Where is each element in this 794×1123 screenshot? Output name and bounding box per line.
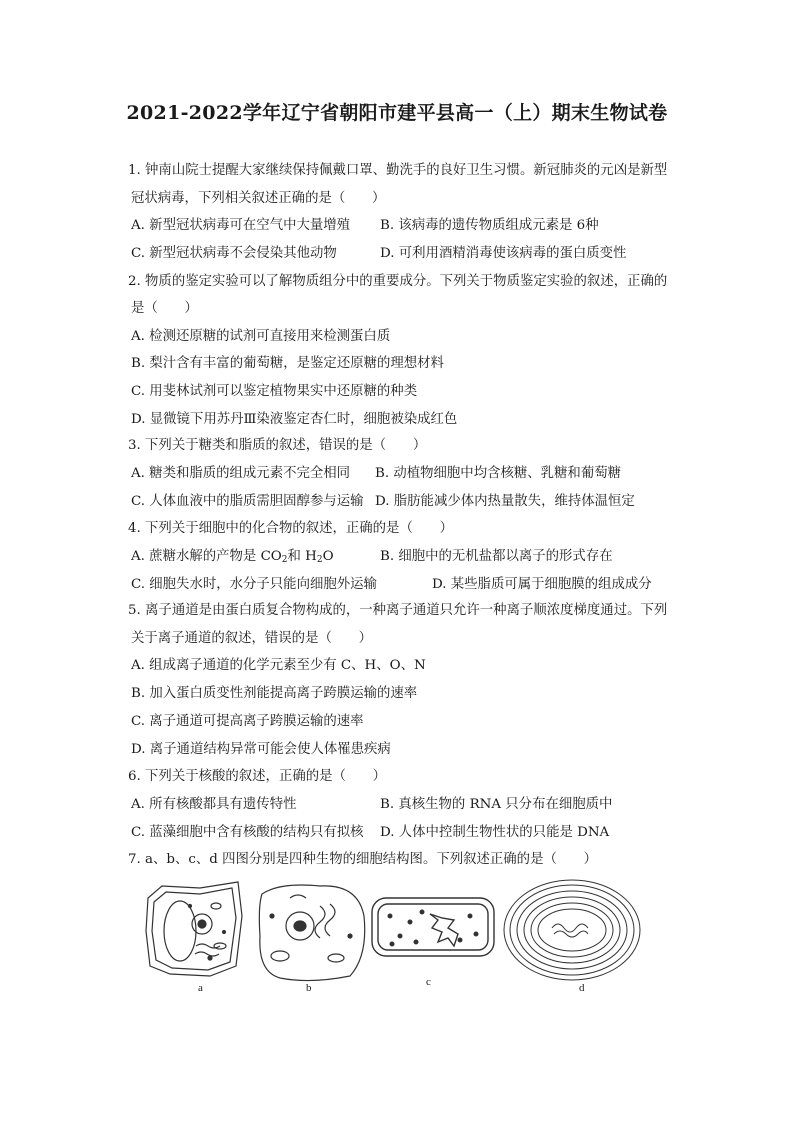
q5-option-c: C. 离子通道可提高离子跨膜运输的速率 — [131, 714, 364, 729]
question-1-stem: 1. 钟南山院士提醒大家继续保持佩戴口罩、勤洗手的良好卫生习惯。新冠肺炎的元凶是新型 — [128, 163, 668, 178]
q1-option-a: A. 新型冠状病毒可在空气中大量增殖 — [131, 218, 351, 233]
cell-a-plant — [146, 882, 242, 976]
q4-option-c: C. 细胞失水时，水分子只能向细胞外运输 — [131, 577, 377, 592]
cell-figures — [140, 876, 660, 996]
q4-option-a: A. 蔗糖水解的产物是 $CO_2$和 $H_2O$ — [131, 549, 334, 565]
figure-label-d: d — [579, 982, 585, 994]
page-title: 2021-2022学年辽宁省朝阳市建平县高一（上）期末生物试卷 — [126, 102, 668, 124]
q3-option-d: D. 脂肪能减少体内热量散失，维持体温恒定 — [375, 494, 635, 509]
q2-option-a: A. 检测还原糖的试剂可直接用来检测蛋白质 — [131, 329, 391, 344]
q4-option-b: B. 细胞中的无机盐都以离子的形式存在 — [380, 549, 613, 564]
q2-option-d: D. 显微镜下用苏丹Ⅲ染液鉴定杏仁时，细胞被染成红色 — [131, 412, 458, 427]
q3-option-b: B. 动植物细胞中均含核糖、乳糖和葡萄糖 — [375, 466, 621, 481]
q2-option-c: C. 用斐林试剂可以鉴定植物果实中还原糖的种类 — [131, 384, 418, 399]
q1-option-d: D. 可利用酒精消毒使该病毒的蛋白质变性 — [380, 246, 627, 261]
question-1-stem-cont: 冠状病毒，下列相关叙述正确的是（ ） — [131, 191, 386, 206]
figure-label-a: a — [198, 982, 203, 994]
question-3-stem: 3. 下列关于糖类和脂质的叙述，错误的是（ ） — [128, 438, 427, 453]
question-7-stem: 7. a、b、c、d 四图分别是四种生物的细胞结构图。下列叙述正确的是（ ） — [128, 852, 598, 867]
q3-option-a: A. 糖类和脂质的组成元素不完全相同 — [131, 466, 351, 481]
question-4-stem: 4. 下列关于细胞中的化合物的叙述，正确的是（ ） — [128, 521, 454, 536]
cell-c-prokaryote — [372, 898, 494, 956]
q5-option-d: D. 离子通道结构异常可能会使人体罹患疾病 — [131, 742, 391, 757]
cell-d-concentric — [504, 880, 640, 980]
cell-diagrams — [140, 876, 660, 996]
figure-label-c: c — [426, 976, 431, 988]
q1-option-b: B. 该病毒的遗传物质组成元素是 6种 — [380, 218, 599, 233]
figure-label-b: b — [306, 982, 312, 994]
q4-option-d: D. 某些脂质可属于细胞膜的组成成分 — [432, 577, 652, 592]
q6-option-d: D. 人体中控制生物性状的只能是 DNA — [380, 825, 610, 840]
q6-option-b: B. 真核生物的 RNA 只分布在细胞质中 — [380, 797, 613, 812]
q6-option-a: A. 所有核酸都具有遗传特性 — [131, 797, 297, 812]
q1-option-c: C. 新型冠状病毒不会侵染其他动物 — [131, 246, 337, 261]
q6-option-c: C. 蓝藻细胞中含有核酸的结构只有拟核 — [131, 825, 364, 840]
q5-option-a: A. 组成离子通道的化学元素至少有 C、H、O、N — [131, 658, 426, 673]
q5-option-b: B. 加入蛋白质变性剂能提高离子跨膜运输的速率 — [131, 686, 418, 701]
q2-option-b: B. 梨汁含有丰富的葡萄糖，是鉴定还原糖的理想材料 — [131, 356, 444, 371]
question-2-stem: 2. 物质的鉴定实验可以了解物质组分中的重要成分。下列关于物质鉴定实验的叙述，正确的 — [128, 274, 668, 289]
question-2-stem-cont: 是（ ） — [131, 301, 198, 316]
question-6-stem: 6. 下列关于核酸的叙述，正确的是（ ） — [128, 769, 387, 784]
cell-b-animal — [259, 885, 364, 981]
question-5-stem-cont: 关于离子通道的叙述，错误的是（ ） — [131, 631, 373, 646]
q3-option-c: C. 人体血液中的脂质需胆固醇参与运输 — [131, 494, 364, 509]
question-5-stem: 5. 离子通道是由蛋白质复合物构成的，一种离子通道只允许一种离子顺浓度梯度通过。下列 — [128, 603, 668, 618]
